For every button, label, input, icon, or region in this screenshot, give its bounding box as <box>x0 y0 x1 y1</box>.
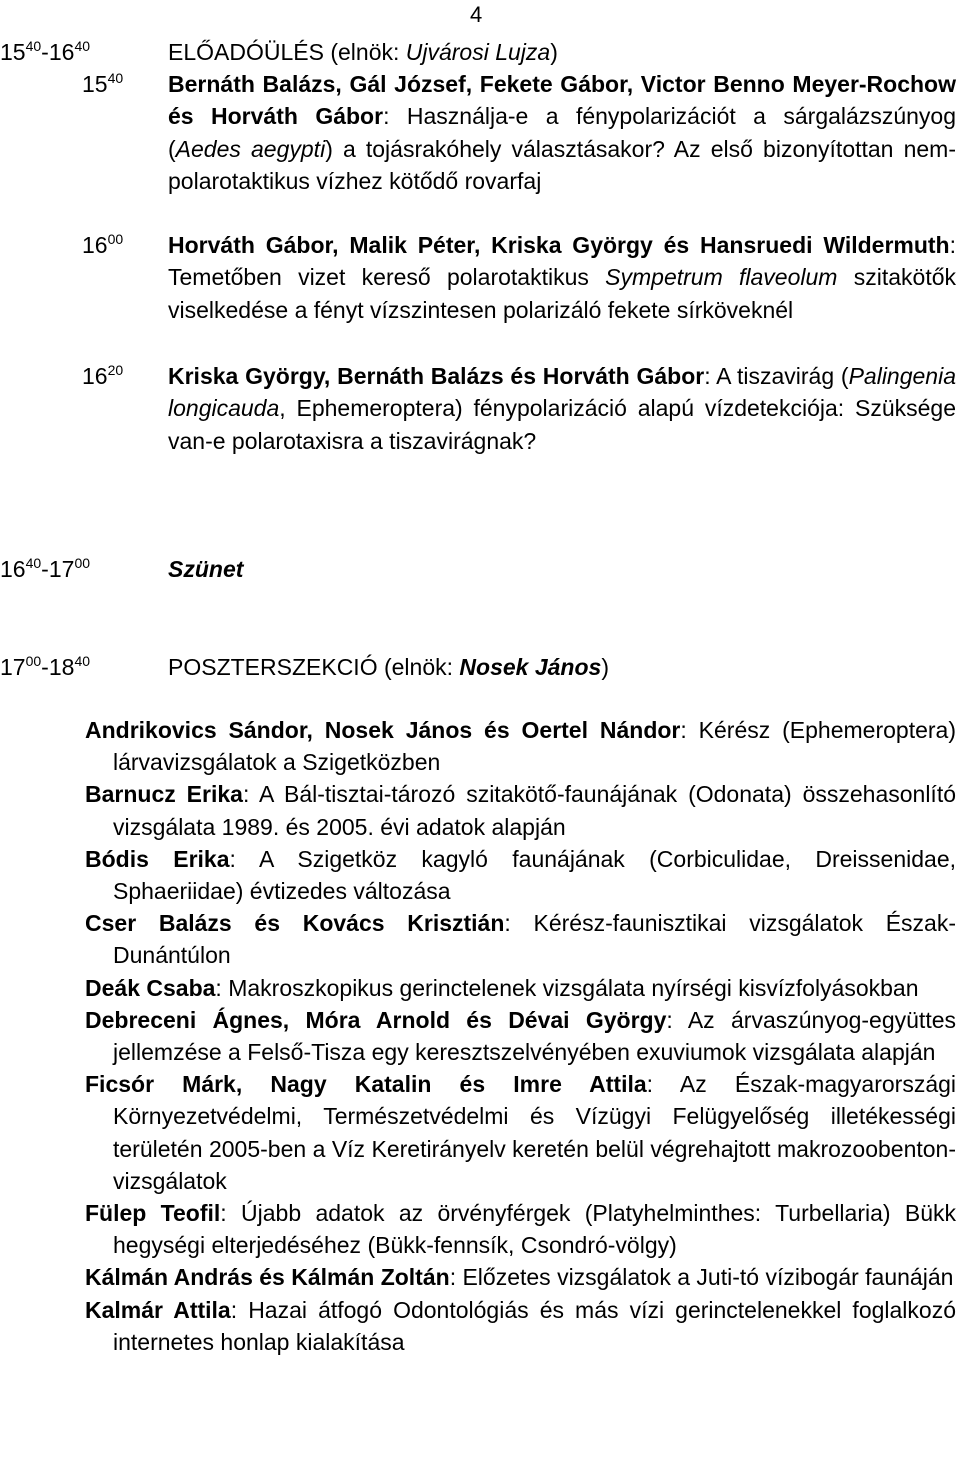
talk-authors: Bernáth Balázs, Gál József, Fekete Gábor, Victor Benno Meyer-Rochow és Horváth Gábor <box>168 71 956 130</box>
talk-entry: Kriska György, Bernáth Balázs és Horváth Gábor: A tiszavirág (Palingenia longicauda, Ephemeroptera) fénypolarizáció alapú vízdetekciója: Szüksége van-e polarotaxisra a tiszavirágnak? <box>168 363 956 454</box>
poster-authors: Barnucz Erika <box>85 781 243 808</box>
talk-time: $16^{00}$ <box>82 231 124 258</box>
session1-chair: Ujvárosi Lujza <box>405 39 551 65</box>
poster-authors: Cser Balázs és Kovács Krisztián <box>85 910 505 937</box>
poster-authors: Kálmán András és Kálmán Zoltán <box>85 1264 450 1291</box>
session1-time: $15^{40}-16^{40}$ <box>0 38 91 65</box>
session1-title: ELŐADÓÜLÉS (elnök: Ujvárosi Lujza) <box>168 39 558 65</box>
poster-entry: Bódis Erika: A Szigetköz kagyló faunájának (Corbiculidae, Dreissenidae, Sphaeriidae) évtizedes változása <box>85 845 956 905</box>
pause-time: $16^{40}-17^{00}$ <box>0 555 91 582</box>
page-number: 4 <box>470 2 483 27</box>
poster-entry: Fülep Teofil: Újabb adatok az örvényférgek (Platyhelminthes: Turbellaria) Bükk hegységi elterjedéséhez (Bükk-fennsík, Csondró-völgy) <box>85 1200 957 1259</box>
poster-authors: Debreceni Ágnes, Móra Arnold és Dévai György <box>85 1006 667 1033</box>
talk-entry: Horváth Gábor, Malik Péter, Kriska György és Hansruedi Wildermuth: Temetőben vizet kereső polarotaktikus Sympetrum flaveolum szitakötők viselkedése a fényt vízszintesen polarizáló fekete sírköveknél <box>168 232 956 323</box>
poster-authors: Andrikovics Sándor, Nosek János és Oertel Nándor <box>85 717 681 743</box>
poster-entry: Deák Csaba: Makroszkopikus gerinctelenek vizsgálata nyírségi kisvízfolyásokban <box>85 974 919 1001</box>
poster-entry: Barnucz Erika: A Bál-tisztai-tározó szitakötő-faunájának (Odonata) összehasonlító vizsgálata 1989. és 2005. évi adatok alapján <box>85 781 957 840</box>
session2-title: POSZTERSZEKCIÓ (elnök: Nosek János) <box>168 654 609 680</box>
pause-title: Szünet <box>168 556 244 582</box>
talk-time: $16^{20}$ <box>82 362 124 389</box>
poster-list <box>85 714 956 1358</box>
talk-authors: Kriska György, Bernáth Balázs és Horváth Gábor <box>168 363 705 389</box>
poster-authors: Kalmár Attila <box>85 1296 231 1323</box>
poster-authors: Bódis Erika <box>85 845 230 872</box>
poster-authors: Deák Csaba <box>85 974 216 1001</box>
session2-time: $17^{00}-18^{40}$ <box>0 653 91 680</box>
talk-time: $15^{40}$ <box>82 70 124 97</box>
poster-authors: Fülep Teofil <box>85 1200 221 1227</box>
talk-entry: Bernáth Balázs, Gál József, Fekete Gábor, Victor Benno Meyer-Rochow és Horváth Gábor: Használja-e a fénypolarizációt a sárgalázszúnyog (Aedes aegypti) a tojásrakóhely választásakor? Az első bizonyítottan nem-polarotaktikus vízhez kötődő rovarfaj <box>168 71 956 195</box>
session2-chair: Nosek János <box>459 654 602 680</box>
poster-entry: Cser Balázs és Kovács Krisztián: Kérész-faunisztikai vizsgálatok Észak-Dunántúlon <box>85 910 956 969</box>
poster-entry: Kalmár Attila: Hazai átfogó Odontológiás és más vízi gerinctelenekkel foglalkozó internetes honlap kialakítása <box>85 1296 957 1355</box>
poster-entry: Kálmán András és Kálmán Zoltán: Előzetes vizsgálatok a Juti-tó vízibogár faunáján <box>85 1264 954 1291</box>
poster-entry: Andrikovics Sándor, Nosek János és Oertel Nándor: Kérész (Ephemeroptera) lárvavizsgálatok a Szigetközben <box>85 717 956 776</box>
poster-authors: Ficsór Márk, Nagy Katalin és Imre Attila <box>85 1071 647 1098</box>
poster-entry: Debreceni Ágnes, Móra Arnold és Dévai György: Az árvaszúnyog-együttes jellemzése a Felső-Tisza egy keresztszelvényében exuviumok vizsgálata alapján <box>85 1006 957 1066</box>
talk-authors: Horváth Gábor, Malik Péter, Kriska György és Hansruedi Wildermuth <box>168 232 950 258</box>
poster-entry: Ficsór Márk, Nagy Katalin és Imre Attila: Az Észak-magyarországi Környezetvédelmi, Természetvédelmi és Vízügyi Felügyelőség illetékességi területén 2005-ben a Víz Keretirányelv keretén belül végrehajtott makrozoobenton-vizsgálatok <box>85 1071 957 1194</box>
